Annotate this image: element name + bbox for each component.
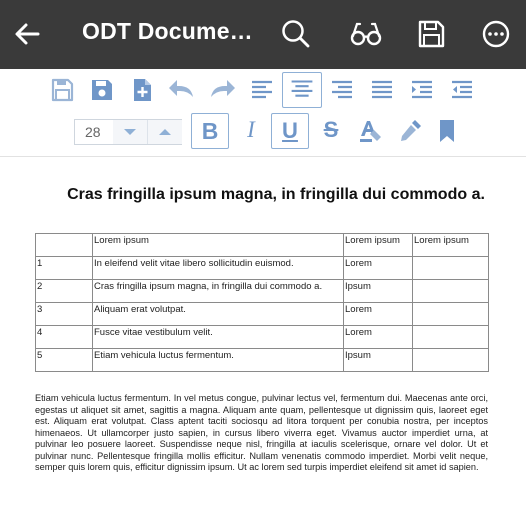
app-bar: [0, 0, 526, 69]
table-cell: 2: [36, 280, 93, 303]
table-cell: Lorem ipsum: [413, 234, 489, 257]
table-cell: Ipsum: [344, 280, 413, 303]
table-cell: [413, 257, 489, 280]
italic-button[interactable]: I: [247, 117, 255, 142]
table-cell: Aliquam erat volutpat.: [93, 303, 344, 326]
table-cell: Cras fringilla ipsum magna, in fringilla dui commodo a.: [93, 280, 344, 303]
decrease-indent-icon[interactable]: [447, 75, 477, 105]
redo-icon[interactable]: [207, 75, 237, 105]
table-cell: 4: [36, 326, 93, 349]
table-row: [36, 303, 489, 326]
save-outline-icon[interactable]: [47, 75, 77, 105]
font-size-stepper[interactable]: [74, 119, 182, 145]
undo-icon[interactable]: [167, 75, 197, 105]
table-cell: Lorem: [344, 257, 413, 280]
new-document-icon[interactable]: [127, 75, 157, 105]
table-cell: [413, 326, 489, 349]
reading-glasses-icon[interactable]: [348, 16, 384, 52]
body-paragraph: Etiam vehicula luctus fermentum. In vel metus congue, pulvinar lectus vel, fermentum dui. Maecenas ante orci, egestas ut aliquet sit amet, sagittis a magna. Aliquam ante quam, pellentesque ut dignissim quis, laoreet eget est. Aliquam erat volutpat. Class aptent taciti sociosqu ad litora torquent per conubia nostra, per inceptos himenaeos. Ut ullamcorper justo sapien, in cursus libero viverra eget. Vivamus auctor imperdiet urna, at pulvinar leo posuere laoreet. Suspendisse neque nisl, fringilla at iaculis scelerisque, ornare vel dolor. Ut et pulvinar nunc. Pellentesque fringilla mollis efficitur. Nullam venenatis commodo imperdiet. Morbi velit neque, semper quis lorem quis, efficitur dignissim ipsum. Ut ac lorem sed turpis imperdiet eleifend sit amet id sapien.: [35, 393, 488, 472]
back-arrow-icon[interactable]: [10, 17, 44, 51]
decrease-size-icon[interactable]: [113, 120, 147, 144]
table-cell: Fusce vitae vestibulum velit.: [93, 326, 344, 349]
more-options-icon[interactable]: [478, 16, 514, 52]
align-justify-icon[interactable]: [367, 75, 397, 105]
save-icon[interactable]: [413, 16, 449, 52]
table-cell: In eleifend velit vitae libero sollicitudin euismod.: [93, 257, 344, 280]
save-filled-icon[interactable]: [87, 75, 117, 105]
table-row: [36, 257, 489, 280]
strikethrough-button[interactable]: S: [323, 117, 339, 142]
search-icon[interactable]: [278, 16, 314, 52]
align-right-icon[interactable]: [327, 75, 357, 105]
table-cell: Lorem ipsum: [344, 234, 413, 257]
underline-button[interactable]: U: [271, 113, 309, 149]
table-cell: [413, 280, 489, 303]
document-table: [35, 233, 489, 372]
table-cell: [413, 349, 489, 372]
table-cell: 5: [36, 349, 93, 372]
table-cell: Etiam vehicula luctus fermentum.: [93, 349, 344, 372]
table-cell: Lorem: [344, 303, 413, 326]
document-heading: Cras fringilla ipsum magna, in fringilla dui commodo a.: [67, 186, 485, 203]
table-cell: Lorem ipsum: [93, 234, 344, 257]
align-left-icon[interactable]: [247, 75, 277, 105]
bookmark-icon[interactable]: [432, 116, 462, 146]
bold-button[interactable]: B: [191, 113, 229, 149]
table-row: [36, 349, 489, 372]
table-cell: [36, 234, 93, 257]
table-row: [36, 280, 489, 303]
highlight-dropper-icon[interactable]: [395, 116, 425, 146]
align-center-icon[interactable]: [282, 72, 322, 108]
table-cell: 1: [36, 257, 93, 280]
increase-size-icon[interactable]: [147, 120, 182, 144]
table-cell: Lorem: [344, 326, 413, 349]
increase-indent-icon[interactable]: [407, 75, 437, 105]
font-size-value: 28: [85, 124, 101, 140]
table-cell: Ipsum: [344, 349, 413, 372]
table-header-row: [36, 234, 489, 257]
table-cell: [413, 303, 489, 326]
text-color-icon[interactable]: [355, 116, 385, 146]
document-title: ODT Docume…: [82, 18, 253, 44]
table-row: [36, 326, 489, 349]
table-cell: 3: [36, 303, 93, 326]
